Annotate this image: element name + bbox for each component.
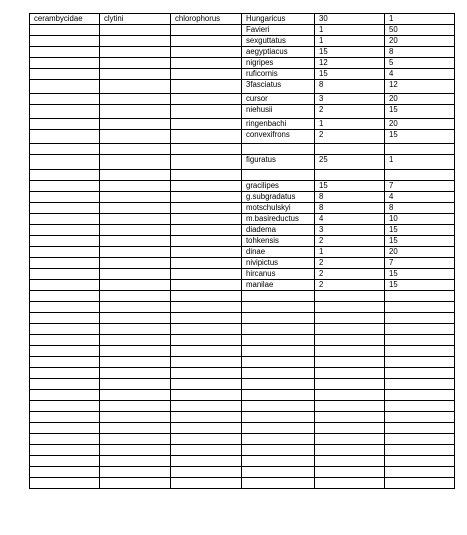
species-cell: aegyptiacus — [242, 47, 315, 58]
table-row — [30, 346, 455, 357]
count-a-cell: 1 — [315, 119, 385, 130]
count-a-cell: 1 — [315, 36, 385, 47]
table-row — [30, 36, 455, 47]
count-a-cell: 8 — [315, 203, 385, 214]
count-b-cell — [385, 390, 455, 401]
species-cell: manilae — [242, 280, 315, 291]
tribe-cell — [100, 445, 171, 456]
species-cell — [242, 434, 315, 445]
family-cell — [30, 423, 100, 434]
genus-cell — [171, 80, 242, 94]
count-b-cell: 1 — [385, 155, 455, 170]
count-a-cell: 2 — [315, 258, 385, 269]
family-cell — [30, 280, 100, 291]
family-cell — [30, 203, 100, 214]
tribe-cell — [100, 225, 171, 236]
table-row — [30, 390, 455, 401]
table-row — [30, 357, 455, 368]
tribe-cell — [100, 80, 171, 94]
tribe-cell — [100, 313, 171, 324]
table-row — [30, 170, 455, 181]
family-cell — [30, 181, 100, 192]
genus-cell — [171, 302, 242, 313]
count-a-cell — [315, 401, 385, 412]
count-a-cell — [315, 445, 385, 456]
family-cell — [30, 269, 100, 280]
count-b-cell — [385, 346, 455, 357]
table-row — [30, 445, 455, 456]
table-row — [30, 14, 455, 25]
genus-cell — [171, 291, 242, 302]
tribe-cell — [100, 280, 171, 291]
family-cell — [30, 170, 100, 181]
tribe-cell — [100, 236, 171, 247]
family-cell — [30, 467, 100, 478]
count-b-cell: 8 — [385, 203, 455, 214]
family-cell — [30, 324, 100, 335]
table-row — [30, 302, 455, 313]
table-row — [30, 412, 455, 423]
tribe-cell — [100, 170, 171, 181]
table-row — [30, 434, 455, 445]
table-row — [30, 144, 455, 155]
family-cell — [30, 130, 100, 144]
count-a-cell — [315, 144, 385, 155]
tribe-cell — [100, 105, 171, 119]
genus-cell — [171, 258, 242, 269]
count-a-cell — [315, 324, 385, 335]
count-a-cell — [315, 302, 385, 313]
genus-cell — [171, 236, 242, 247]
table-row — [30, 47, 455, 58]
species-cell: hircanus — [242, 269, 315, 280]
count-a-cell: 2 — [315, 105, 385, 119]
count-b-cell — [385, 291, 455, 302]
species-cell — [242, 390, 315, 401]
species-cell — [242, 368, 315, 379]
tribe-cell — [100, 130, 171, 144]
genus-cell — [171, 280, 242, 291]
family-cell — [30, 58, 100, 69]
tribe-cell — [100, 36, 171, 47]
count-a-cell — [315, 346, 385, 357]
species-cell — [242, 324, 315, 335]
count-a-cell: 15 — [315, 69, 385, 80]
genus-cell — [171, 269, 242, 280]
species-cell: figuratus — [242, 155, 315, 170]
family-cell — [30, 47, 100, 58]
family-cell — [30, 214, 100, 225]
family-cell — [30, 401, 100, 412]
species-cell: diadema — [242, 225, 315, 236]
count-b-cell — [385, 335, 455, 346]
count-b-cell — [385, 423, 455, 434]
family-cell — [30, 357, 100, 368]
species-cell: m.basireductus — [242, 214, 315, 225]
count-b-cell: 20 — [385, 36, 455, 47]
tribe-cell — [100, 335, 171, 346]
count-a-cell: 4 — [315, 214, 385, 225]
species-cell: 3fasciatus — [242, 80, 315, 94]
genus-cell — [171, 203, 242, 214]
count-b-cell: 12 — [385, 80, 455, 94]
species-cell: nivipictus — [242, 258, 315, 269]
table-row — [30, 335, 455, 346]
table-row — [30, 181, 455, 192]
tribe-cell — [100, 58, 171, 69]
count-b-cell: 20 — [385, 247, 455, 258]
table-row — [30, 236, 455, 247]
genus-cell — [171, 225, 242, 236]
table-row — [30, 225, 455, 236]
count-b-cell — [385, 302, 455, 313]
count-a-cell — [315, 467, 385, 478]
family-cell — [30, 313, 100, 324]
genus-cell — [171, 412, 242, 423]
count-b-cell — [385, 412, 455, 423]
genus-cell — [171, 25, 242, 36]
count-a-cell: 25 — [315, 155, 385, 170]
family-cell — [30, 379, 100, 390]
count-b-cell: 20 — [385, 94, 455, 105]
table-row — [30, 291, 455, 302]
species-cell: ringenbachi — [242, 119, 315, 130]
species-cell: motschulskyi — [242, 203, 315, 214]
count-b-cell — [385, 401, 455, 412]
family-cell — [30, 25, 100, 36]
tribe-cell — [100, 258, 171, 269]
table-row — [30, 130, 455, 144]
family-cell — [30, 247, 100, 258]
species-cell: niehusii — [242, 105, 315, 119]
count-b-cell: 15 — [385, 280, 455, 291]
table-row — [30, 324, 455, 335]
genus-cell — [171, 357, 242, 368]
tribe-cell — [100, 144, 171, 155]
family-cell — [30, 80, 100, 94]
table-row — [30, 203, 455, 214]
count-a-cell — [315, 423, 385, 434]
count-a-cell: 1 — [315, 247, 385, 258]
table-row — [30, 423, 455, 434]
species-cell — [242, 357, 315, 368]
count-b-cell — [385, 357, 455, 368]
genus-cell — [171, 69, 242, 80]
genus-cell — [171, 58, 242, 69]
genus-cell — [171, 47, 242, 58]
count-b-cell: 5 — [385, 58, 455, 69]
count-a-cell — [315, 412, 385, 423]
table-row — [30, 368, 455, 379]
species-table-body — [30, 14, 455, 489]
tribe-cell — [100, 155, 171, 170]
count-b-cell — [385, 144, 455, 155]
species-cell — [242, 412, 315, 423]
genus-cell — [171, 445, 242, 456]
tribe-cell — [100, 302, 171, 313]
genus-cell — [171, 324, 242, 335]
family-cell — [30, 36, 100, 47]
family-cell — [30, 302, 100, 313]
count-b-cell — [385, 324, 455, 335]
genus-cell — [171, 313, 242, 324]
species-cell — [242, 144, 315, 155]
tribe-cell — [100, 119, 171, 130]
table-row — [30, 456, 455, 467]
table-row — [30, 247, 455, 258]
tribe-cell — [100, 247, 171, 258]
genus-cell — [171, 170, 242, 181]
count-b-cell — [385, 467, 455, 478]
count-a-cell: 15 — [315, 47, 385, 58]
count-a-cell: 3 — [315, 225, 385, 236]
table-row — [30, 478, 455, 489]
tribe-cell — [100, 181, 171, 192]
table-row — [30, 467, 455, 478]
species-cell — [242, 379, 315, 390]
species-cell — [242, 313, 315, 324]
count-a-cell: 2 — [315, 236, 385, 247]
species-cell — [242, 456, 315, 467]
genus-cell — [171, 434, 242, 445]
genus-cell — [171, 335, 242, 346]
table-row — [30, 269, 455, 280]
genus-cell — [171, 36, 242, 47]
count-b-cell — [385, 478, 455, 489]
count-b-cell: 1 — [385, 14, 455, 25]
count-a-cell: 8 — [315, 80, 385, 94]
species-cell — [242, 291, 315, 302]
count-b-cell: 8 — [385, 47, 455, 58]
count-b-cell: 15 — [385, 269, 455, 280]
family-cell — [30, 368, 100, 379]
count-a-cell — [315, 291, 385, 302]
genus-cell — [171, 155, 242, 170]
tribe-cell — [100, 401, 171, 412]
table-row — [30, 25, 455, 36]
family-cell — [30, 456, 100, 467]
tribe-cell — [100, 467, 171, 478]
genus-cell: chlorophorus — [171, 14, 242, 25]
count-a-cell: 12 — [315, 58, 385, 69]
table-row — [30, 401, 455, 412]
count-b-cell — [385, 445, 455, 456]
tribe-cell — [100, 269, 171, 280]
genus-cell — [171, 192, 242, 203]
genus-cell — [171, 144, 242, 155]
family-cell — [30, 119, 100, 130]
count-b-cell: 4 — [385, 192, 455, 203]
species-cell: gracilipes — [242, 181, 315, 192]
count-b-cell: 15 — [385, 130, 455, 144]
count-a-cell — [315, 335, 385, 346]
species-cell: tohkensis — [242, 236, 315, 247]
tribe-cell — [100, 412, 171, 423]
species-cell: convexifrons — [242, 130, 315, 144]
species-cell: dinae — [242, 247, 315, 258]
table-row — [30, 192, 455, 203]
species-cell: cursor — [242, 94, 315, 105]
genus-cell — [171, 94, 242, 105]
genus-cell — [171, 346, 242, 357]
family-cell — [30, 478, 100, 489]
family-cell — [30, 192, 100, 203]
tribe-cell — [100, 25, 171, 36]
species-cell — [242, 170, 315, 181]
table-row — [30, 379, 455, 390]
count-a-cell: 8 — [315, 192, 385, 203]
family-cell — [30, 390, 100, 401]
species-cell — [242, 467, 315, 478]
count-a-cell: 1 — [315, 25, 385, 36]
tribe-cell — [100, 47, 171, 58]
family-cell — [30, 412, 100, 423]
genus-cell — [171, 478, 242, 489]
count-b-cell: 7 — [385, 258, 455, 269]
family-cell — [30, 155, 100, 170]
table-row — [30, 69, 455, 80]
tribe-cell — [100, 478, 171, 489]
genus-cell — [171, 119, 242, 130]
table-row — [30, 214, 455, 225]
count-b-cell: 10 — [385, 214, 455, 225]
species-cell: nigripes — [242, 58, 315, 69]
species-cell: Hungaricus — [242, 14, 315, 25]
family-cell — [30, 291, 100, 302]
tribe-cell — [100, 357, 171, 368]
family-cell — [30, 335, 100, 346]
count-b-cell: 15 — [385, 225, 455, 236]
count-b-cell — [385, 434, 455, 445]
table-row — [30, 313, 455, 324]
tribe-cell — [100, 94, 171, 105]
tribe-cell — [100, 214, 171, 225]
species-cell — [242, 346, 315, 357]
family-cell: cerambycidae — [30, 14, 100, 25]
tribe-cell — [100, 368, 171, 379]
count-a-cell — [315, 456, 385, 467]
count-a-cell — [315, 379, 385, 390]
tribe-cell — [100, 203, 171, 214]
tribe-cell — [100, 69, 171, 80]
count-b-cell: 4 — [385, 69, 455, 80]
count-a-cell: 2 — [315, 130, 385, 144]
species-cell — [242, 401, 315, 412]
species-cell — [242, 302, 315, 313]
tribe-cell — [100, 423, 171, 434]
genus-cell — [171, 390, 242, 401]
species-cell — [242, 335, 315, 346]
family-cell — [30, 69, 100, 80]
tribe-cell — [100, 434, 171, 445]
genus-cell — [171, 368, 242, 379]
table-row — [30, 80, 455, 94]
species-cell — [242, 423, 315, 434]
species-cell: g.subgradatus — [242, 192, 315, 203]
species-cell: ruficornis — [242, 69, 315, 80]
count-b-cell — [385, 170, 455, 181]
count-a-cell: 2 — [315, 269, 385, 280]
family-cell — [30, 105, 100, 119]
tribe-cell — [100, 324, 171, 335]
genus-cell — [171, 247, 242, 258]
species-cell: sexguttatus — [242, 36, 315, 47]
count-b-cell: 50 — [385, 25, 455, 36]
count-a-cell — [315, 313, 385, 324]
species-cell — [242, 478, 315, 489]
table-row — [30, 94, 455, 105]
genus-cell — [171, 423, 242, 434]
count-b-cell: 15 — [385, 105, 455, 119]
tribe-cell — [100, 456, 171, 467]
tribe-cell — [100, 346, 171, 357]
count-b-cell: 15 — [385, 236, 455, 247]
table-row — [30, 280, 455, 291]
species-cell — [242, 445, 315, 456]
family-cell — [30, 258, 100, 269]
count-a-cell: 3 — [315, 94, 385, 105]
count-b-cell — [385, 456, 455, 467]
genus-cell — [171, 214, 242, 225]
genus-cell — [171, 467, 242, 478]
table-row — [30, 155, 455, 170]
count-a-cell — [315, 478, 385, 489]
family-cell — [30, 434, 100, 445]
tribe-cell — [100, 192, 171, 203]
species-cell: Favieri — [242, 25, 315, 36]
tribe-cell — [100, 390, 171, 401]
genus-cell — [171, 456, 242, 467]
genus-cell — [171, 105, 242, 119]
count-a-cell — [315, 357, 385, 368]
count-a-cell: 30 — [315, 14, 385, 25]
family-cell — [30, 144, 100, 155]
family-cell — [30, 94, 100, 105]
species-table — [29, 13, 455, 489]
count-a-cell — [315, 368, 385, 379]
genus-cell — [171, 181, 242, 192]
count-a-cell — [315, 434, 385, 445]
count-b-cell: 20 — [385, 119, 455, 130]
count-b-cell — [385, 368, 455, 379]
family-cell — [30, 236, 100, 247]
table-row — [30, 258, 455, 269]
genus-cell — [171, 130, 242, 144]
count-b-cell — [385, 379, 455, 390]
tribe-cell — [100, 379, 171, 390]
count-a-cell: 15 — [315, 181, 385, 192]
genus-cell — [171, 401, 242, 412]
count-a-cell — [315, 170, 385, 181]
tribe-cell — [100, 291, 171, 302]
family-cell — [30, 445, 100, 456]
family-cell — [30, 225, 100, 236]
table-row — [30, 58, 455, 69]
count-b-cell — [385, 313, 455, 324]
table-row — [30, 119, 455, 130]
count-b-cell: 7 — [385, 181, 455, 192]
family-cell — [30, 346, 100, 357]
table-row — [30, 105, 455, 119]
tribe-cell: clytini — [100, 14, 171, 25]
genus-cell — [171, 379, 242, 390]
count-a-cell: 2 — [315, 280, 385, 291]
count-a-cell — [315, 390, 385, 401]
